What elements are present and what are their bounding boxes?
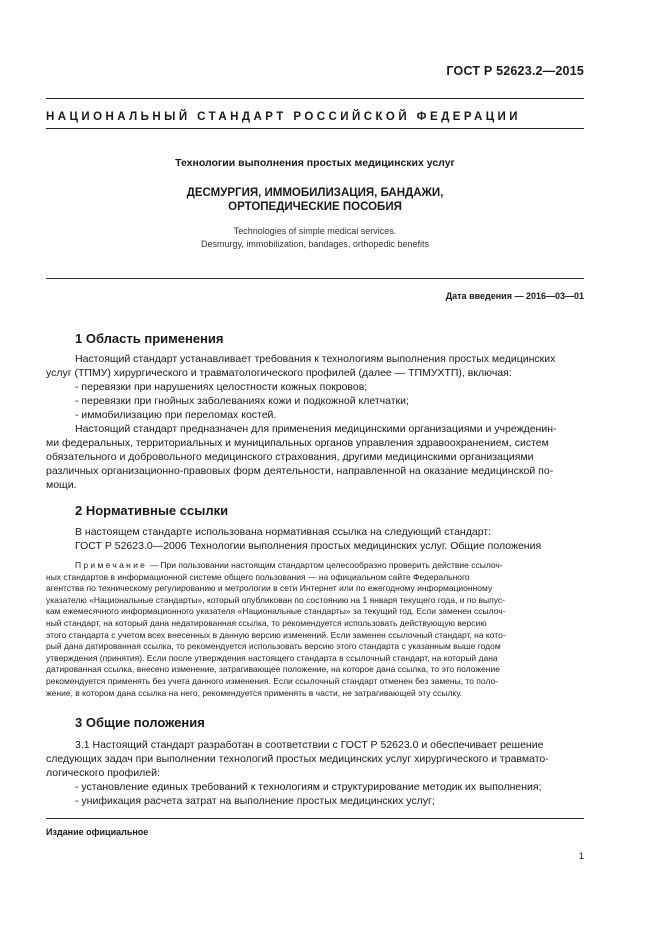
text-line: различных организационно-правовых форм деятельности, направленной на оказание медицинской по- bbox=[46, 465, 554, 477]
national-standard-banner: НАЦИОНАЛЬНЫЙ СТАНДАРТ РОССИЙСКОЙ ФЕДЕРАЦИИ bbox=[46, 111, 521, 123]
edition-label: Издание официальное bbox=[46, 827, 149, 837]
note-line: датированная ссылка, внесено изменение, затрагивающее положение, на которое дана ссылка, то это положение bbox=[46, 664, 500, 675]
text-line: Настоящий стандарт устанавливает требования к технологиям выполнения простых медицинских bbox=[75, 353, 556, 365]
english-title-line: Desmurgy, immobilization, bandages, orthopedic benefits bbox=[201, 239, 429, 249]
note-line: агентства по техническому регулированию и метрологии в сети Интернет или по ежегодному информационному bbox=[46, 583, 493, 594]
section-1-heading: 1 Область применения bbox=[75, 331, 224, 346]
english-title-line: Technologies of simple medical services. bbox=[233, 226, 397, 236]
note-line: кам ежемесячного информационного указателя «Национальные стандарты» за текущий год. Если заменен ссылоч- bbox=[46, 606, 506, 617]
text-line: обязательного и добровольного медицинского страхования, другими медицинскими организациями bbox=[46, 451, 534, 463]
note-line: этого стандарта с учетом всех внесенных в данную версию изменений. Если заменен ссылочный стандарт, на кото- bbox=[46, 629, 506, 640]
section-3-heading: 3 Общие положения bbox=[75, 715, 205, 730]
text-line: Настоящий стандарт предназначен для применения медицинскими организациями и учрежденин- bbox=[75, 423, 557, 435]
text-line: ми федеральных, территориальных и муниципальных органов управления здравоохранением, систем bbox=[46, 437, 549, 449]
page-number: 1 bbox=[578, 851, 584, 862]
text-line: 3.1 Настоящий стандарт разработан в соответствии с ГОСТ Р 52623.0 и обеспечивает решение bbox=[75, 739, 544, 751]
english-title bbox=[46, 225, 584, 251]
specific-title-line: ДЕСМУРГИЯ, ИММОБИЛИЗАЦИЯ, БАНДАЖИ, bbox=[186, 187, 444, 199]
footer-divider bbox=[46, 818, 584, 819]
header-divider bbox=[46, 98, 584, 99]
section-3-body bbox=[46, 738, 584, 808]
text-line: - установление единых требований к технологиям и структурирование методик их выполнения; bbox=[75, 781, 542, 793]
text-line: - унификация расчета затрат на выполнение простых медицинских услуг; bbox=[75, 795, 435, 807]
text-line: услуг (ТПМУ) хирургического и травматологического профилей (далее — ТПМУХТП), включая: bbox=[46, 367, 512, 379]
note-text: — При пользовании настоящим стандартом целесообразно проверить действие ссылоч- bbox=[147, 560, 503, 570]
banner-divider bbox=[46, 128, 584, 129]
note-line: ных стандартов в информационной системе общего пользования — на официальном сайте Федерального bbox=[46, 571, 470, 582]
text-line: - иммобилизацию при переломах костей. bbox=[75, 409, 277, 421]
note-block bbox=[46, 560, 584, 699]
section-1-body bbox=[46, 352, 584, 492]
text-line: В настоящем стандарте использована нормативная ссылка на следующий стандарт: bbox=[75, 526, 492, 538]
note-line: утверждения (принятия). Если после утверждения настоящего стандарта в ссылочный стандарт, на который дана bbox=[46, 652, 498, 663]
note-line: ный стандарт, на который дана недатированная ссылка, то рекомендуется использовать действующую версию bbox=[46, 617, 487, 628]
text-line: - перевязки при нарушениях целостности кожных покровов; bbox=[75, 381, 368, 393]
note-line: указателю «Национальные стандарты», который опубликован по состоянию на 1 января текущего года, и по выпус- bbox=[46, 594, 505, 605]
intro-date: Дата введения — 2016—03—01 bbox=[445, 291, 584, 301]
text-line: логического профилей: bbox=[46, 767, 160, 779]
specific-title bbox=[46, 186, 584, 214]
standard-code: ГОСТ Р 52623.2—2015 bbox=[446, 64, 584, 78]
reference-line: ГОСТ Р 52623.0—2006 Технологии выполнения простых медицинских услуг. Общие положения bbox=[75, 540, 542, 552]
text-line: следующих задач при выполнении технологий простых медицинских услуг хирургического и травмато- bbox=[46, 753, 549, 765]
general-title: Технологии выполнения простых медицинских услуг bbox=[175, 157, 455, 169]
note-line: жение, в котором дана ссылка на него, рекомендуется применять в части, не затрагивающей эту ссылку. bbox=[46, 687, 463, 698]
note-line: рекомендуется применять без учета данного изменения. Если ссылочный стандарт отменен без замены, то поло- bbox=[46, 675, 499, 686]
title-divider bbox=[46, 278, 584, 279]
specific-title-line: ОРТОПЕДИЧЕСКИЕ ПОСОБИЯ bbox=[228, 201, 402, 213]
note-line: рый дана датированная ссылка, то рекомендуется использовать версию этого стандарта с указанным выше годом bbox=[46, 641, 501, 652]
note-label: Примечание bbox=[75, 560, 148, 570]
text-line: - перевязки при гнойных заболеваниях кожи и подкожной клетчатки; bbox=[75, 395, 409, 407]
section-2-heading: 2 Нормативные ссылки bbox=[75, 503, 229, 518]
note-line bbox=[46, 560, 584, 572]
text-line: мощи. bbox=[46, 479, 77, 491]
section-2-body bbox=[75, 525, 584, 553]
